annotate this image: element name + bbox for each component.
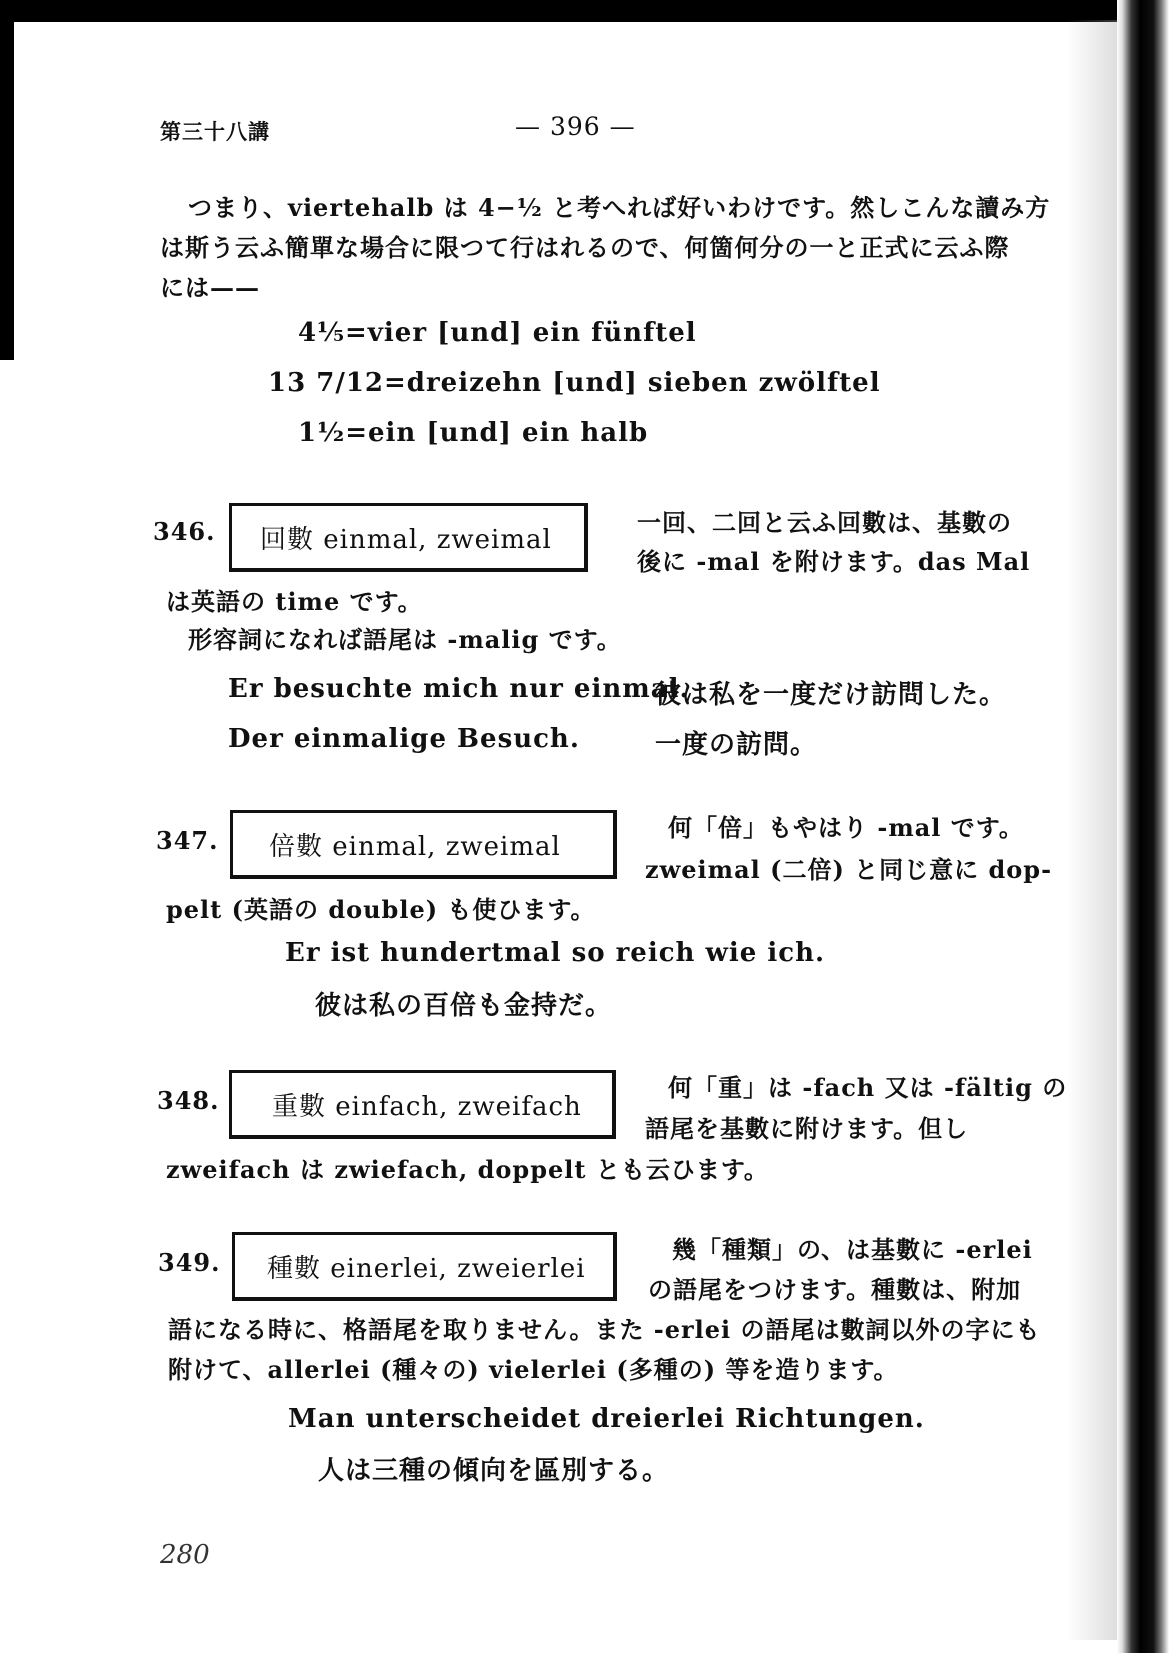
s348-line-1: zweifach は zwiefach, doppelt とも云ひます。 xyxy=(166,1155,769,1184)
section-number-348: 348. xyxy=(157,1086,220,1115)
section-number-346: 346. xyxy=(153,517,216,546)
scan-left-border xyxy=(0,0,14,360)
page-curl-shadow xyxy=(1067,20,1117,1640)
s349-line-2: 附けて、allerlei (種々の) vielerlei (多種の) 等を造ります。 xyxy=(168,1355,899,1384)
s348-side-line-2: 語尾を基數に附けます。但し xyxy=(645,1114,969,1143)
section-number-349: 349. xyxy=(158,1248,221,1277)
s349-side-line-1: 幾「種類」の、は基數に -erlei xyxy=(672,1235,1033,1264)
s347-side-line-1: 何「倍」もやはり -mal です。 xyxy=(668,813,1024,842)
section-box-347-label: 倍數 einmal, zweimal xyxy=(269,832,561,862)
s346-example-1-japanese: 彼は私を一度だけ訪問した。 xyxy=(655,680,1007,710)
intro-line-2: は斯う云ふ簡單な場合に限つて行はれるので、何箇何分の一と正式に云ふ際 xyxy=(160,233,1010,262)
section-box-346-label: 回數 einmal, zweimal xyxy=(260,525,552,555)
section-box-347 xyxy=(230,810,617,879)
section-box-346 xyxy=(229,503,588,572)
scan-right-border xyxy=(1117,0,1169,1653)
s346-example-2-german: Der einmalige Besuch. xyxy=(228,724,580,754)
fraction-example-2: 13 7/12=dreizehn [und] sieben zwölftel xyxy=(268,368,881,398)
s346-side-line-1: 一回、二回と云ふ回數は、基數の xyxy=(637,508,1012,537)
fraction-example-1: 4⅕=vier [und] ein fünftel xyxy=(298,318,697,348)
chapter-title: 第三十八講 xyxy=(160,119,270,144)
fraction-example-3: 1½=ein [und] ein halb xyxy=(298,418,649,448)
s347-example-japanese: 彼は私の百倍も金持だ。 xyxy=(315,991,613,1021)
s347-side-line-2: zweimal (二倍) と同じ意に dop- xyxy=(645,855,1053,884)
s346-side-line-2: 後に -mal を附けます。das Mal xyxy=(637,547,1031,576)
s346-line-2: 形容詞になれば語尾は -malig です。 xyxy=(188,625,622,654)
scan-top-border xyxy=(0,0,1169,22)
page-number-footer: 280 xyxy=(160,1540,210,1570)
section-box-349-label: 種數 einerlei, zweierlei xyxy=(267,1254,586,1284)
s349-example-german: Man unterscheidet dreierlei Richtungen. xyxy=(288,1404,925,1434)
intro-line-3: には—— xyxy=(160,273,260,302)
s346-example-1-german: Er besuchte mich nur einmal. xyxy=(228,674,690,704)
section-number-347: 347. xyxy=(156,826,219,855)
s349-example-japanese: 人は三種の傾向を區別する。 xyxy=(318,1456,670,1486)
s346-line-1: は英語の time です。 xyxy=(166,587,423,616)
section-box-349 xyxy=(232,1232,617,1301)
s348-side-line-1: 何「重」は -fach 又は -fältig の xyxy=(668,1073,1068,1102)
s346-example-2-japanese: 一度の訪問。 xyxy=(655,730,818,760)
section-box-348-label: 重數 einfach, zweifach xyxy=(272,1092,582,1122)
page-number-header: — 396 — xyxy=(515,112,636,141)
s349-side-line-2: の語尾をつけます。種數は、附加 xyxy=(648,1275,1022,1304)
s347-example-german: Er ist hundertmal so reich wie ich. xyxy=(285,938,826,968)
section-box-348 xyxy=(229,1070,616,1139)
s349-line-1: 語になる時に、格語尾を取りません。また -erlei の語尾は數詞以外の字にも xyxy=(168,1315,1041,1344)
intro-line-1: つまり、viertehalb は 4−½ と考へれば好いわけです。然しこんな讀み方 xyxy=(188,193,1051,222)
s347-line-1: pelt (英語の double) も使ひます。 xyxy=(166,895,596,924)
